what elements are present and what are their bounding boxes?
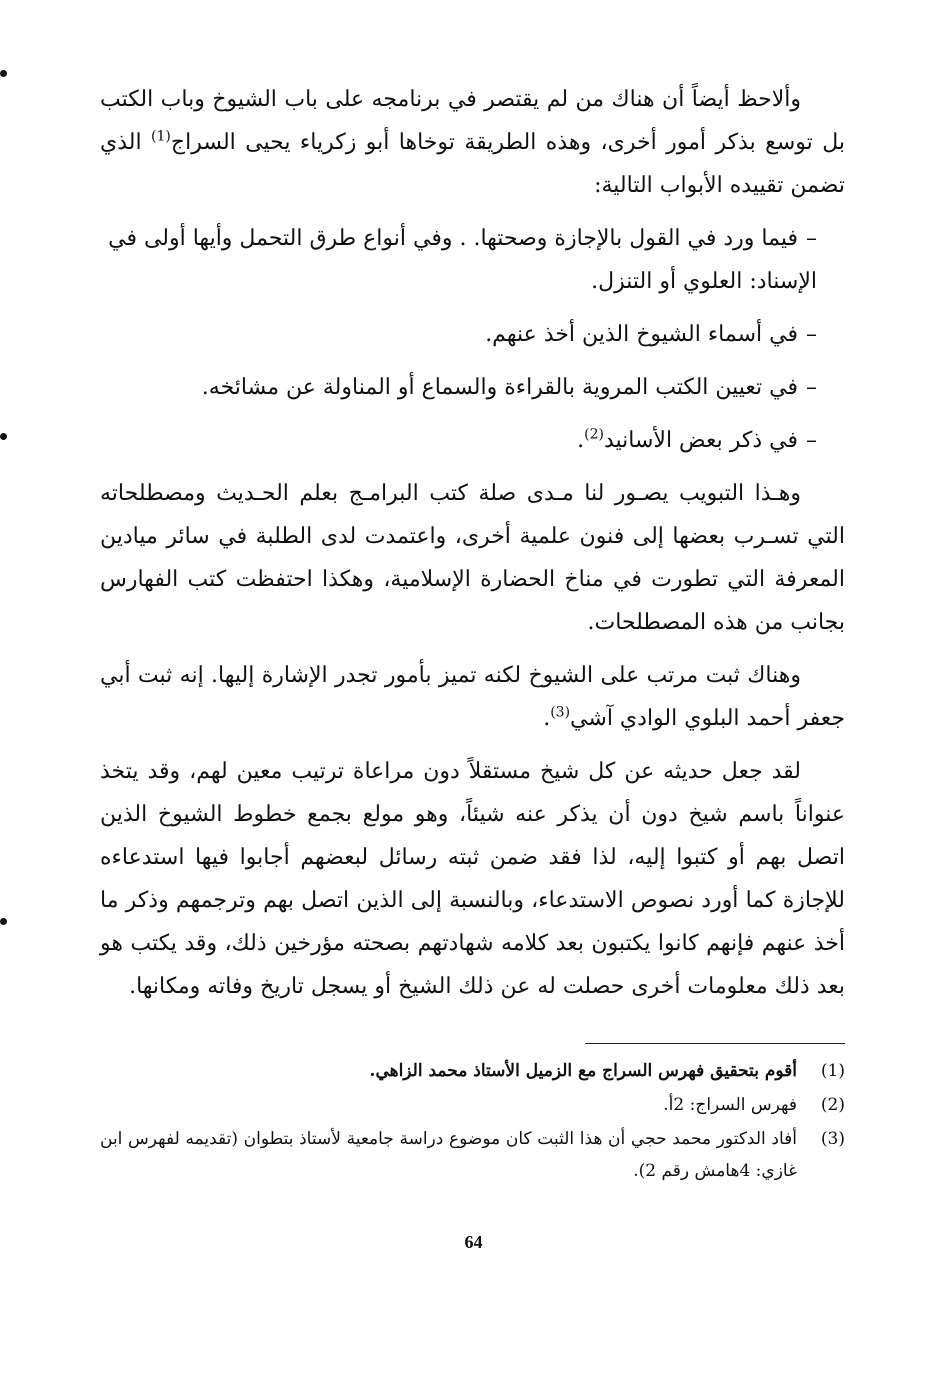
paragraph-4 bbox=[100, 750, 845, 1008]
list-dash: – bbox=[806, 226, 817, 251]
list-item-1-text: فيما ورد في القول بالإجازة وصحتها. . وفي أنواع طرق التحمل وأيها أولى في الإسناد: العلوي أو التنزل. bbox=[108, 226, 817, 294]
paragraph-3-text-b: . bbox=[543, 706, 551, 731]
list-item-4-text-b: . bbox=[577, 428, 585, 453]
footnote-text: أقوم بتحقيق فهرس السراج مع الزميل الأستاذ محمد الزاهي. bbox=[369, 1061, 797, 1081]
list-dash: – bbox=[806, 375, 817, 400]
paragraph-1-text-b: الذي تضمن تقييده الأبواب التالية: bbox=[100, 130, 845, 198]
footnotes bbox=[100, 1055, 845, 1189]
list-item-2 bbox=[100, 313, 845, 356]
scan-mark bbox=[0, 433, 7, 440]
list-item-3 bbox=[100, 366, 845, 409]
list-dash: – bbox=[806, 322, 817, 347]
page-number: 64 bbox=[464, 1232, 483, 1252]
list-item-1 bbox=[100, 217, 845, 303]
paragraph-2-text: وهـذا التبويب يصـور لنا مـدى صلة كتب البرامـج بعلم الحـديث ومصطلحاته التي تسـرب بعضها إلى فنون علمية أخرى، واعتمدت لدى الطلبة في سائر ميادين المعرفة التي تطورت في مناخ الحضارة الإسلامية، وهكذا احتفظت كتب الفهارس بجانب من هذه المصطلحات. bbox=[100, 481, 845, 635]
paragraph-4-text: لقد جعل حديثه عن كل شيخ مستقلاً دون مراعاة ترتيب معين لهم، وقد يتخذ عنواناً باسم شيخ دون أن يذكر عنه شيئاً، وهو مولع بجمع خطوط الشيوخ الذين اتصل بهم أو كتبوا إليه، لذا فقد ضمن ثبته رسائل لبعضهم أجابوا فيها استدعاءه للإجازة كما أورد نصوص الاستدعاء، وبالنسبة إلى الذين اتصل بهم وترجمهم وذكر ما أخذ عنهم فإنهم كانوا يكتبون بعد كلامه شهادتهم بصحته مؤرخين ذلك، وقد يكتب هو بعد ذلك معلومات أخرى حصلت له عن ذلك الشيخ أو يسجل تاريخ وفاته ومكانها. bbox=[100, 759, 846, 999]
main-text bbox=[100, 78, 845, 1018]
footnote-ref-2[interactable]: (2) bbox=[584, 426, 604, 443]
footnote-number: (1) bbox=[820, 1061, 845, 1081]
list-item-4-text-a: في ذكر بعض الأسانيد bbox=[603, 428, 798, 453]
list-item-4 bbox=[100, 419, 845, 462]
footnote-1 bbox=[100, 1055, 845, 1087]
footnote-text: أفاد الدكتور محمد حجي أن هذا الثبت كان موضوع دراسة جامعية لأستاذ بتطوان (تقديمه لفهرس ابن غازي: 4هامش رقم 2). bbox=[100, 1129, 798, 1181]
paragraph-1 bbox=[100, 78, 845, 207]
paragraph-3 bbox=[100, 654, 845, 740]
paragraph-1-text-a: وألاحظ أيضاً أن هناك من لم يقتصر في برنامجه على باب الشيوخ وباب الكتب بل توسع بذكر أمور أخرى، وهذه الطريقة توخاها أبو زكرياء يحيى السراج bbox=[100, 87, 845, 155]
footnote-3 bbox=[100, 1123, 845, 1187]
list-item-2-text: في أسماء الشيوخ الذين أخذ عنهم. bbox=[485, 322, 798, 347]
paragraph-3-text-a: وهناك ثبت مرتب على الشيوخ لكنه تميز بأمور تجدر الإشارة إليها. إنه ثبت أبي جعفر أحمد البلوي الوادي آشي bbox=[100, 663, 845, 731]
footnote-ref-1[interactable]: (1) bbox=[151, 128, 171, 145]
scan-mark bbox=[0, 918, 7, 925]
paragraph-2 bbox=[100, 472, 845, 644]
footnote-text: فهرس السراج: 2أ. bbox=[663, 1095, 797, 1115]
footnote-separator bbox=[585, 1043, 845, 1044]
scan-mark bbox=[0, 70, 7, 77]
footnote-number: (2) bbox=[820, 1095, 845, 1115]
footnote-2 bbox=[100, 1089, 845, 1121]
footnote-number: (3) bbox=[820, 1129, 845, 1149]
footnote-ref-3[interactable]: (3) bbox=[550, 704, 571, 721]
list-item-3-text: في تعيين الكتب المروية بالقراءة والسماع أو المناولة عن مشائخه. bbox=[201, 375, 798, 400]
list-dash: – bbox=[806, 428, 817, 453]
